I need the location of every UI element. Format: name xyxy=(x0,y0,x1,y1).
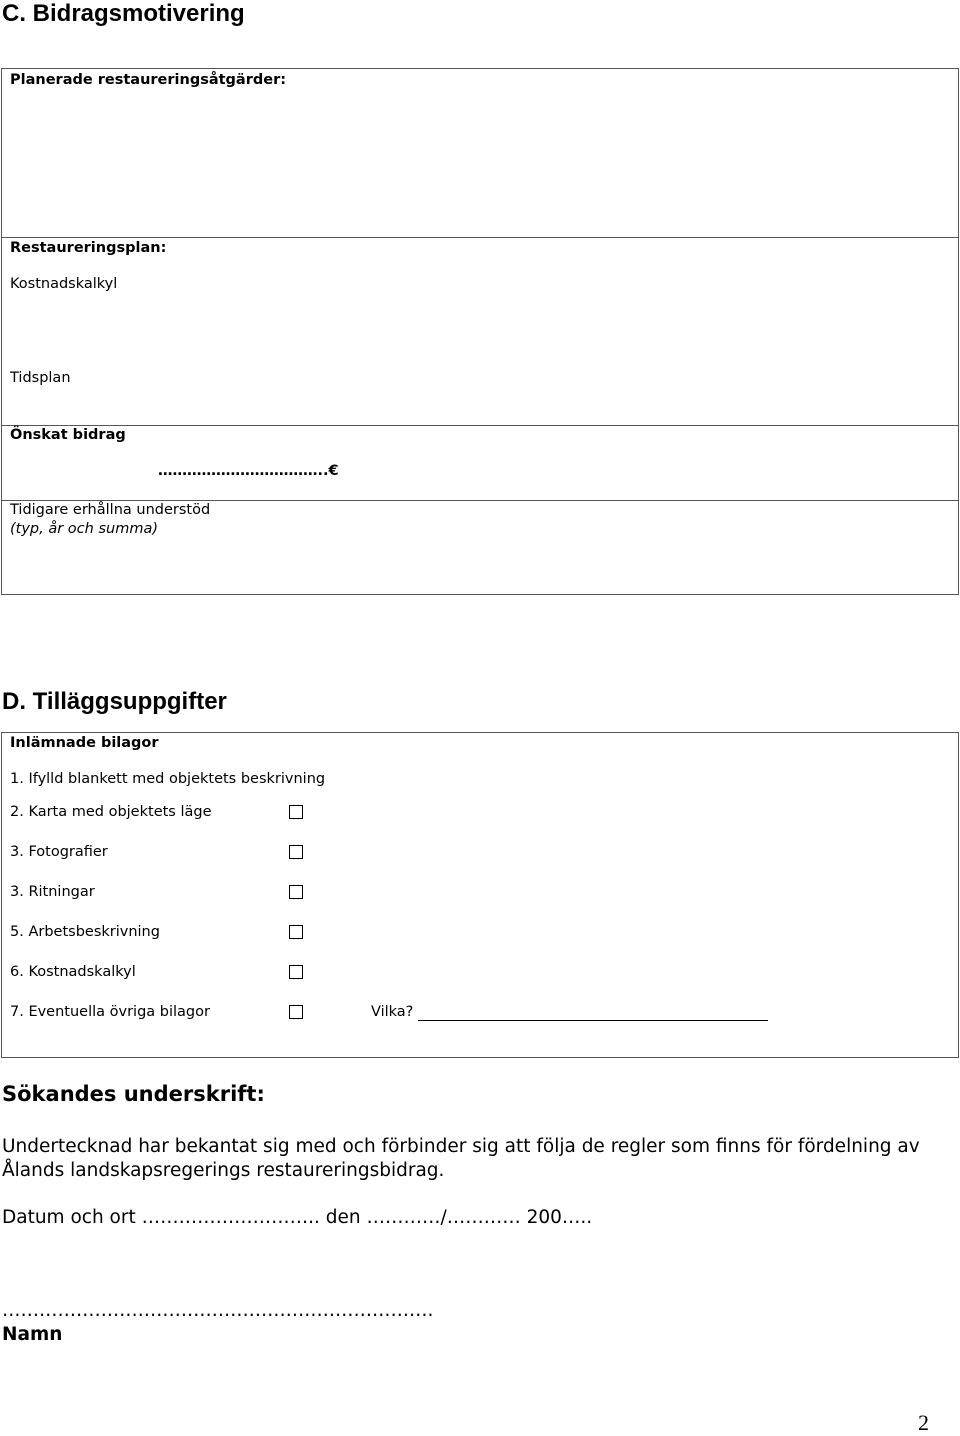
requested-grant-field[interactable]: ……………………………..€ xyxy=(158,463,339,479)
section-c-title: C. Bidragsmotivering xyxy=(2,0,245,27)
attachment-checkbox-2[interactable] xyxy=(289,805,303,819)
attachment-checkbox-6[interactable] xyxy=(289,965,303,979)
restoration-plan-label: Restaureringsplan: xyxy=(10,240,167,256)
attachment-checkbox-4[interactable] xyxy=(289,885,303,899)
signature-statement-line2: Ålands landskapsregerings restaureringsbidrag. xyxy=(2,1160,445,1181)
cost-estimate-label: Kostnadskalkyl xyxy=(10,276,118,292)
attachment-item-1: 1. Ifylld blankett med objektets beskrivning xyxy=(10,771,326,787)
which-input-line[interactable] xyxy=(418,1020,768,1021)
signature-statement-line1: Undertecknad har bekantat sig med och förbinder sig att följa de regler som finns för fördelning av xyxy=(2,1136,920,1157)
previous-support-hint: (typ, år och summa) xyxy=(10,521,158,537)
attachment-checkbox-7[interactable] xyxy=(289,1005,303,1019)
attachment-item-5: 5. Arbetsbeskrivning xyxy=(10,924,160,940)
section-d-form-box xyxy=(1,732,959,1058)
schedule-label: Tidsplan xyxy=(10,370,71,386)
planned-measures-label: Planerade restaureringsåtgärder: xyxy=(10,72,287,88)
date-place-line[interactable]: Datum och ort ……………………….. den …………/………… 200….. xyxy=(2,1207,593,1228)
section-d-title: D. Tilläggsuppgifter xyxy=(2,688,227,715)
attachment-item-3: 3. Fotografier xyxy=(10,844,108,860)
page-number: 2 xyxy=(918,1410,929,1435)
attachment-item-4: 3. Ritningar xyxy=(10,884,95,900)
attachment-item-7: 7. Eventuella övriga bilagor xyxy=(10,1004,210,1020)
attachment-item-2: 2. Karta med objektets läge xyxy=(10,804,212,820)
which-label: Vilka? xyxy=(371,1004,414,1020)
divider xyxy=(2,237,958,238)
attachment-checkbox-3[interactable] xyxy=(289,845,303,859)
attachment-checkbox-5[interactable] xyxy=(289,925,303,939)
requested-grant-label: Önskat bidrag xyxy=(10,427,126,443)
divider xyxy=(2,425,958,426)
name-label: Namn xyxy=(2,1324,63,1345)
section-c-form-box xyxy=(1,68,959,595)
attachment-item-6: 6. Kostnadskalkyl xyxy=(10,964,136,980)
attachments-label: Inlämnade bilagor xyxy=(10,735,159,751)
signature-heading: Sökandes underskrift: xyxy=(2,1082,265,1106)
previous-support-label: Tidigare erhållna understöd xyxy=(10,502,211,518)
divider xyxy=(2,500,958,501)
name-signature-line[interactable]: ……………………………………………………………. xyxy=(2,1300,434,1321)
